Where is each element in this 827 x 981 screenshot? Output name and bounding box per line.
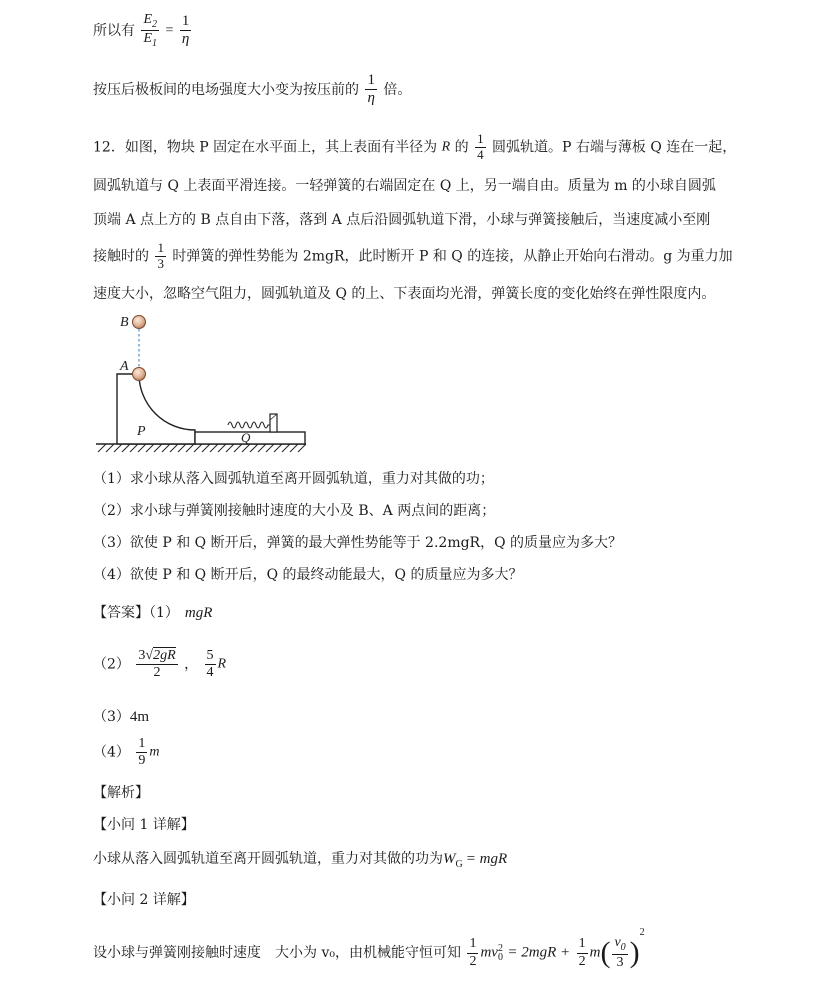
v0-third xyxy=(612,935,627,970)
block-p xyxy=(117,374,195,444)
q12-line5 xyxy=(93,287,715,301)
sub2-line xyxy=(93,928,645,971)
label-b: B xyxy=(120,315,129,330)
third-fraction xyxy=(155,241,166,272)
ke2-m: m xyxy=(589,944,601,961)
ke-sup2: 2 xyxy=(497,943,503,954)
q12-line1 xyxy=(93,132,736,163)
answer-1-value: mgR xyxy=(184,605,213,621)
sub1-line xyxy=(93,852,507,870)
q12-text-4a: 接触时的 xyxy=(93,248,149,265)
ratio-equals: = xyxy=(165,22,174,38)
dist-var: R xyxy=(217,656,227,672)
physics-figure xyxy=(88,308,348,458)
a4-var: m xyxy=(149,744,160,760)
q12-text-4b: 时弹簧的弹性势能为 2mgR，此时断开 P 和 Q 的连接，从静止开始向右滑动。g 为重力加 xyxy=(172,248,733,265)
dist-num: 5 xyxy=(205,648,216,665)
paren-close: ) xyxy=(629,936,640,969)
outer-sup: 2 xyxy=(639,927,645,938)
half-2 xyxy=(577,936,588,969)
answer-3-value: 4m xyxy=(129,709,150,725)
ratio-den-sub: 1 xyxy=(152,38,158,50)
half-1-den: 2 xyxy=(469,953,477,969)
ratio-rhs-den: η xyxy=(181,31,190,48)
quarter-num: 1 xyxy=(477,131,484,146)
ratio-prefix: 所以有 xyxy=(93,22,135,39)
v0-v: v xyxy=(614,935,621,951)
sub1-eq: = mgR xyxy=(465,851,508,867)
analysis-label: 【解析】 xyxy=(93,785,149,801)
sub1-title: 【小问 1 详解】 xyxy=(93,817,195,833)
field-frac-den: η xyxy=(367,90,375,107)
ratio-rhs xyxy=(180,13,192,49)
a4-den: 9 xyxy=(138,753,146,769)
quarter-den: 4 xyxy=(477,146,484,162)
ground-hatch xyxy=(98,444,306,452)
q12-text-a: 12．如图，物块 P 固定在水平面上，其上表面有半径为 xyxy=(93,139,442,156)
q12-radius-var: R xyxy=(441,139,451,155)
dist-den: 4 xyxy=(206,665,214,681)
answer-3-label: （3） xyxy=(93,709,130,725)
field-frac-num: 1 xyxy=(365,72,377,90)
answer-4-label: （4） xyxy=(93,744,130,761)
q12-line2 xyxy=(93,179,716,193)
quarter-fraction xyxy=(475,132,486,163)
q12-text-2: 圆弧轨道与 Q 上表面平滑连接。一轻弹簧的右端固定在 Q 上，另一端自由。质量为 m 的小球自圆弧 xyxy=(93,178,716,194)
q12-line3 xyxy=(93,213,710,227)
half-1-num: 1 xyxy=(467,936,478,953)
sub2-title: 【小问 2 详解】 xyxy=(93,892,195,908)
answer-2 xyxy=(93,648,226,681)
q12-line4 xyxy=(93,241,733,272)
answer-3 xyxy=(93,710,149,725)
paren-open: ( xyxy=(600,936,611,969)
ball-b xyxy=(133,316,146,329)
a4-num: 1 xyxy=(136,736,147,753)
v0-sub: 0 xyxy=(620,942,626,954)
answer-2-distance xyxy=(205,648,216,681)
q12-text-3: 顶端 A 点上方的 B 点自由下落，落到 A 点后沿圆弧轨道下滑，小球与弹簧接触后，当速度减小至刚 xyxy=(93,212,711,228)
line-field-strength xyxy=(93,72,411,108)
answer-4-fraction xyxy=(136,736,147,769)
half-2-num: 1 xyxy=(577,936,588,953)
label-q: Q xyxy=(241,430,251,445)
spring xyxy=(228,422,270,428)
field-text: 按压后极板间的电场强度大小变为按压前的 xyxy=(93,81,359,98)
half-2-den: 2 xyxy=(578,953,586,969)
answer-2-speed xyxy=(136,648,177,681)
q12-text-c: 圆弧轨道。P 右端与薄板 Q 连在一起， xyxy=(492,139,737,156)
ratio-num: E xyxy=(143,12,153,27)
subq-1: （1）求小球从落入圆弧轨道至离开圆弧轨道，重力对其做的功； xyxy=(93,471,494,487)
label-p: P xyxy=(137,424,146,439)
answer-2-sep: ， xyxy=(184,656,199,673)
q12-text-b: 的 xyxy=(450,139,469,156)
sub2-text: 设小球与弹簧刚接触时速度 大小为 v₀，由机械能守恒可知 xyxy=(93,945,461,961)
ke-sub0: 0 xyxy=(497,952,503,963)
ratio-rhs-num: 1 xyxy=(180,13,192,31)
ratio-fraction xyxy=(141,12,159,50)
v0-three: 3 xyxy=(616,954,624,970)
field-fraction xyxy=(365,72,377,108)
answer-label: 【答案】（1） xyxy=(93,605,179,621)
sub1-text: 小球从落入圆弧轨道至离开圆弧轨道，重力对其做的功为 xyxy=(93,851,443,867)
ratio-num-sub: 2 xyxy=(152,18,158,30)
ball-a xyxy=(133,368,146,381)
q12-text-5: 速度大小，忽略空气阻力，圆弧轨道及 Q 的上、下表面均光滑，弹簧长度的变化始终在弹性限度内。 xyxy=(93,286,716,302)
speed-den: 2 xyxy=(153,665,161,681)
answer-2-label: （2） xyxy=(93,656,130,673)
speed-coef: 3 xyxy=(138,648,146,663)
third-num: 1 xyxy=(157,240,164,255)
label-a: A xyxy=(120,359,129,374)
subq-3: （3）欲使 P 和 Q 断开后，弹簧的最大弹性势能等于 2.2mgR，Q 的质量应为多大？ xyxy=(93,535,623,551)
sub1-w-sub: G xyxy=(455,858,463,870)
line-result-ratio xyxy=(93,12,193,50)
subq-4: （4）欲使 P 和 Q 断开后，Q 的最终动能最大，Q 的质量应为多大？ xyxy=(93,567,523,583)
sqrt-sign: √ xyxy=(145,648,154,663)
subq-2: （2）求小球与弹簧刚接触时速度的大小及 B、A 两点间的距离； xyxy=(93,503,496,519)
ke-v0-scripts xyxy=(498,944,503,962)
field-suffix: 倍。 xyxy=(383,81,412,98)
third-den: 3 xyxy=(157,255,164,271)
energy-mid: = 2mgR + xyxy=(507,944,571,961)
half-1 xyxy=(467,936,478,969)
speed-radicand: 2gR xyxy=(153,648,176,663)
ke-mv: mv xyxy=(480,944,498,961)
answer-1 xyxy=(93,606,212,621)
ratio-den: E xyxy=(143,31,153,47)
sub1-w: W xyxy=(443,851,456,867)
answer-4 xyxy=(93,736,160,769)
